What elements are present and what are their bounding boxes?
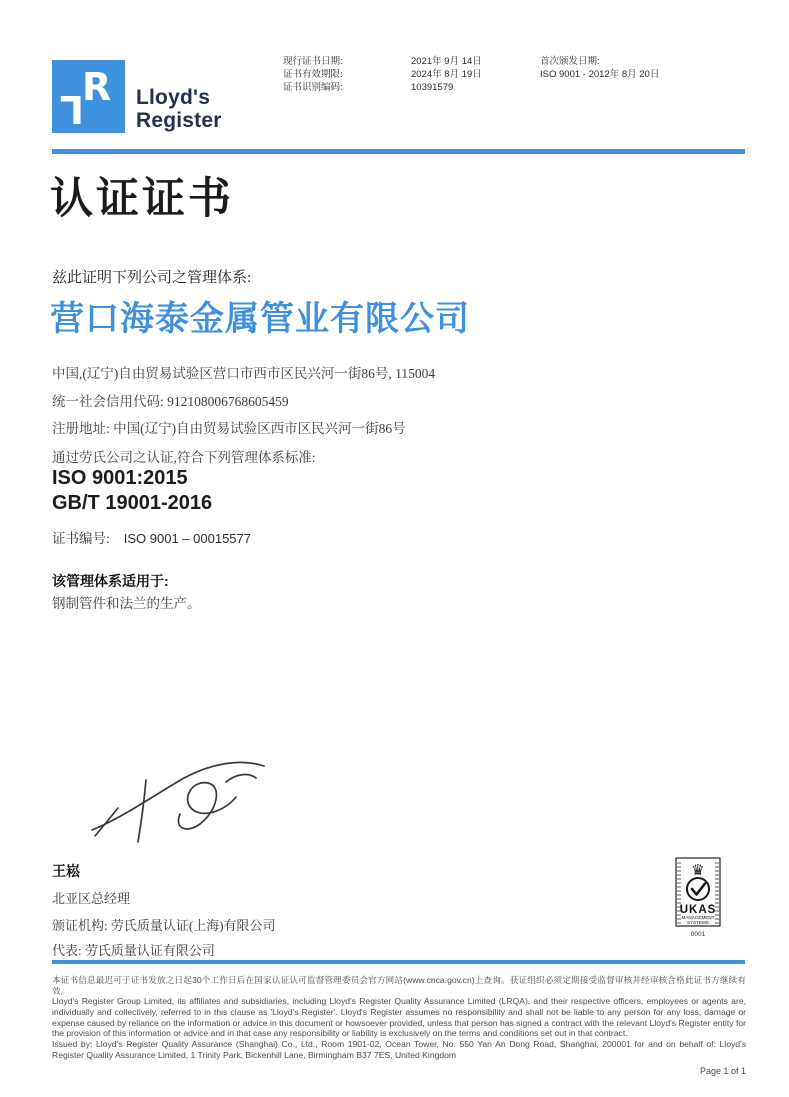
credit-code-line: 统一社会信用代码: 912108006768605459 [52,394,289,409]
footer-cn-notice: 本证书信息最迟可于证书发放之日起30个工作日后在国家认证认可监督管理委员会官方网站(www.cnca.gov.cn)上查询。获证组织必须定期接受监督审核并经审核合格此证书方继续有效。 [52,975,746,996]
current-issue-value: 2021年 9月 14日 [411,56,482,67]
ukas-number: 0001 [690,931,706,938]
company-name: 营口海泰金属管业有限公司 [50,301,470,338]
crown-icon: ♛ [691,861,705,879]
expiry-label: 证书有效期限: [283,69,343,80]
signatory-name: 王崧 [52,863,80,879]
expiry-row [283,68,482,81]
scope-text: 钢制管件和法兰的生产。 [52,596,201,611]
first-issue-block [540,55,659,81]
ukas-sub2: SYSTEMS [687,920,709,925]
current-issue-label: 现行证书日期: [283,56,343,67]
current-issue-row [283,55,482,68]
footer-en-issued: Issued by: Lloyd's Register Quality Assurance (Shanghai) Co., Ltd., Room 1901-02, Ocean Tower, No. 550 Yan An Dong Road, Shanghai, 200001 for and on behalf of: Lloyd's Register Quality Assurance Limited, 1 Trinity Park, Bickenhill Lane, Birmingham B37 7ES, United Kingdom [52,1038,746,1060]
standard-gbt19001: GB/T 19001-2016 [52,492,213,514]
ukas-icon [668,856,728,942]
ukas-wordmark: UKAS [679,904,717,916]
approval-line: 通过劳氏公司之认证,符合下列管理体系标准: [52,450,316,465]
footer-en-legal: Lloyd's Register Group Limited, its affiliates and subsidiaries, including Lloyd's Register Quality Assurance Limited (LRQA), and their respective officers, employees or agents are, individually and collectively, referred to in this clause as 'Lloyd's Register'. Lloyd's Register assumes no responsibility and shall not be liable to any person for any loss, damage or expense caused by reliance on the information or advice in this document or howsoever provided, unless that person has signed a contract with the relevant Lloyd's Register entity for the provision of this information or advice and in that case any responsibility or liability is exclusively on the terms and conditions set out in that contract. [52,996,746,1039]
certificate-dates-block [283,55,482,94]
monogram-l: L [59,87,84,131]
footer-rule [52,960,745,964]
lr-monogram-icon [52,60,125,133]
first-issue-label: 首次颁发日期: [540,56,600,67]
expiry-value: 2024年 8月 19日 [411,69,482,80]
ukas-sub1: MANAGEMENT [681,915,715,920]
page-number: Page 1 of 1 [699,1066,746,1076]
scope-heading: 该管理体系适用于: [52,573,169,589]
cert-number-row [52,527,251,547]
on-behalf-line: 代表: 劳氏质量认证有限公司 [52,943,215,958]
issuing-body-line: 颁证机构: 劳氏质量认证(上海)有限公司 [52,918,276,933]
cert-number-label: 证书编号: [52,531,110,546]
signature-icon [88,750,278,845]
registered-address-line: 注册地址: 中国(辽宁)自由贸易试验区西市区民兴河一街86号 [52,421,406,436]
logo-word-2: Register [136,109,222,133]
cert-id-label: 证书识别编码: [283,82,343,93]
lloyds-register-logo [52,60,125,133]
company-address: 中国,(辽宁)自由贸易试验区营口市西市区民兴河一街86号, 115004 [52,366,436,381]
cert-id-value: 10391579 [411,82,454,93]
first-issue-value: ISO 9001 - 2012年 8月 20日 [540,69,660,80]
handwritten-signature [88,750,278,850]
monogram-r: R [82,65,112,109]
intro-line: 兹此证明下列公司之管理体系: [52,270,252,286]
logo-word-1: Lloyd's [136,86,211,109]
cert-id-row [283,81,482,94]
footer-legal-block [52,975,746,1060]
ukas-accreditation-mark [666,856,730,947]
standard-iso9001: ISO 9001:2015 [52,467,188,489]
logo-wordmark [136,86,222,132]
signatory-title: 北亚区总经理 [52,891,131,906]
page-title: 认证证书 [50,176,234,223]
header-rule [52,149,745,154]
cert-number-value: ISO 9001 – 00015577 [123,531,251,546]
